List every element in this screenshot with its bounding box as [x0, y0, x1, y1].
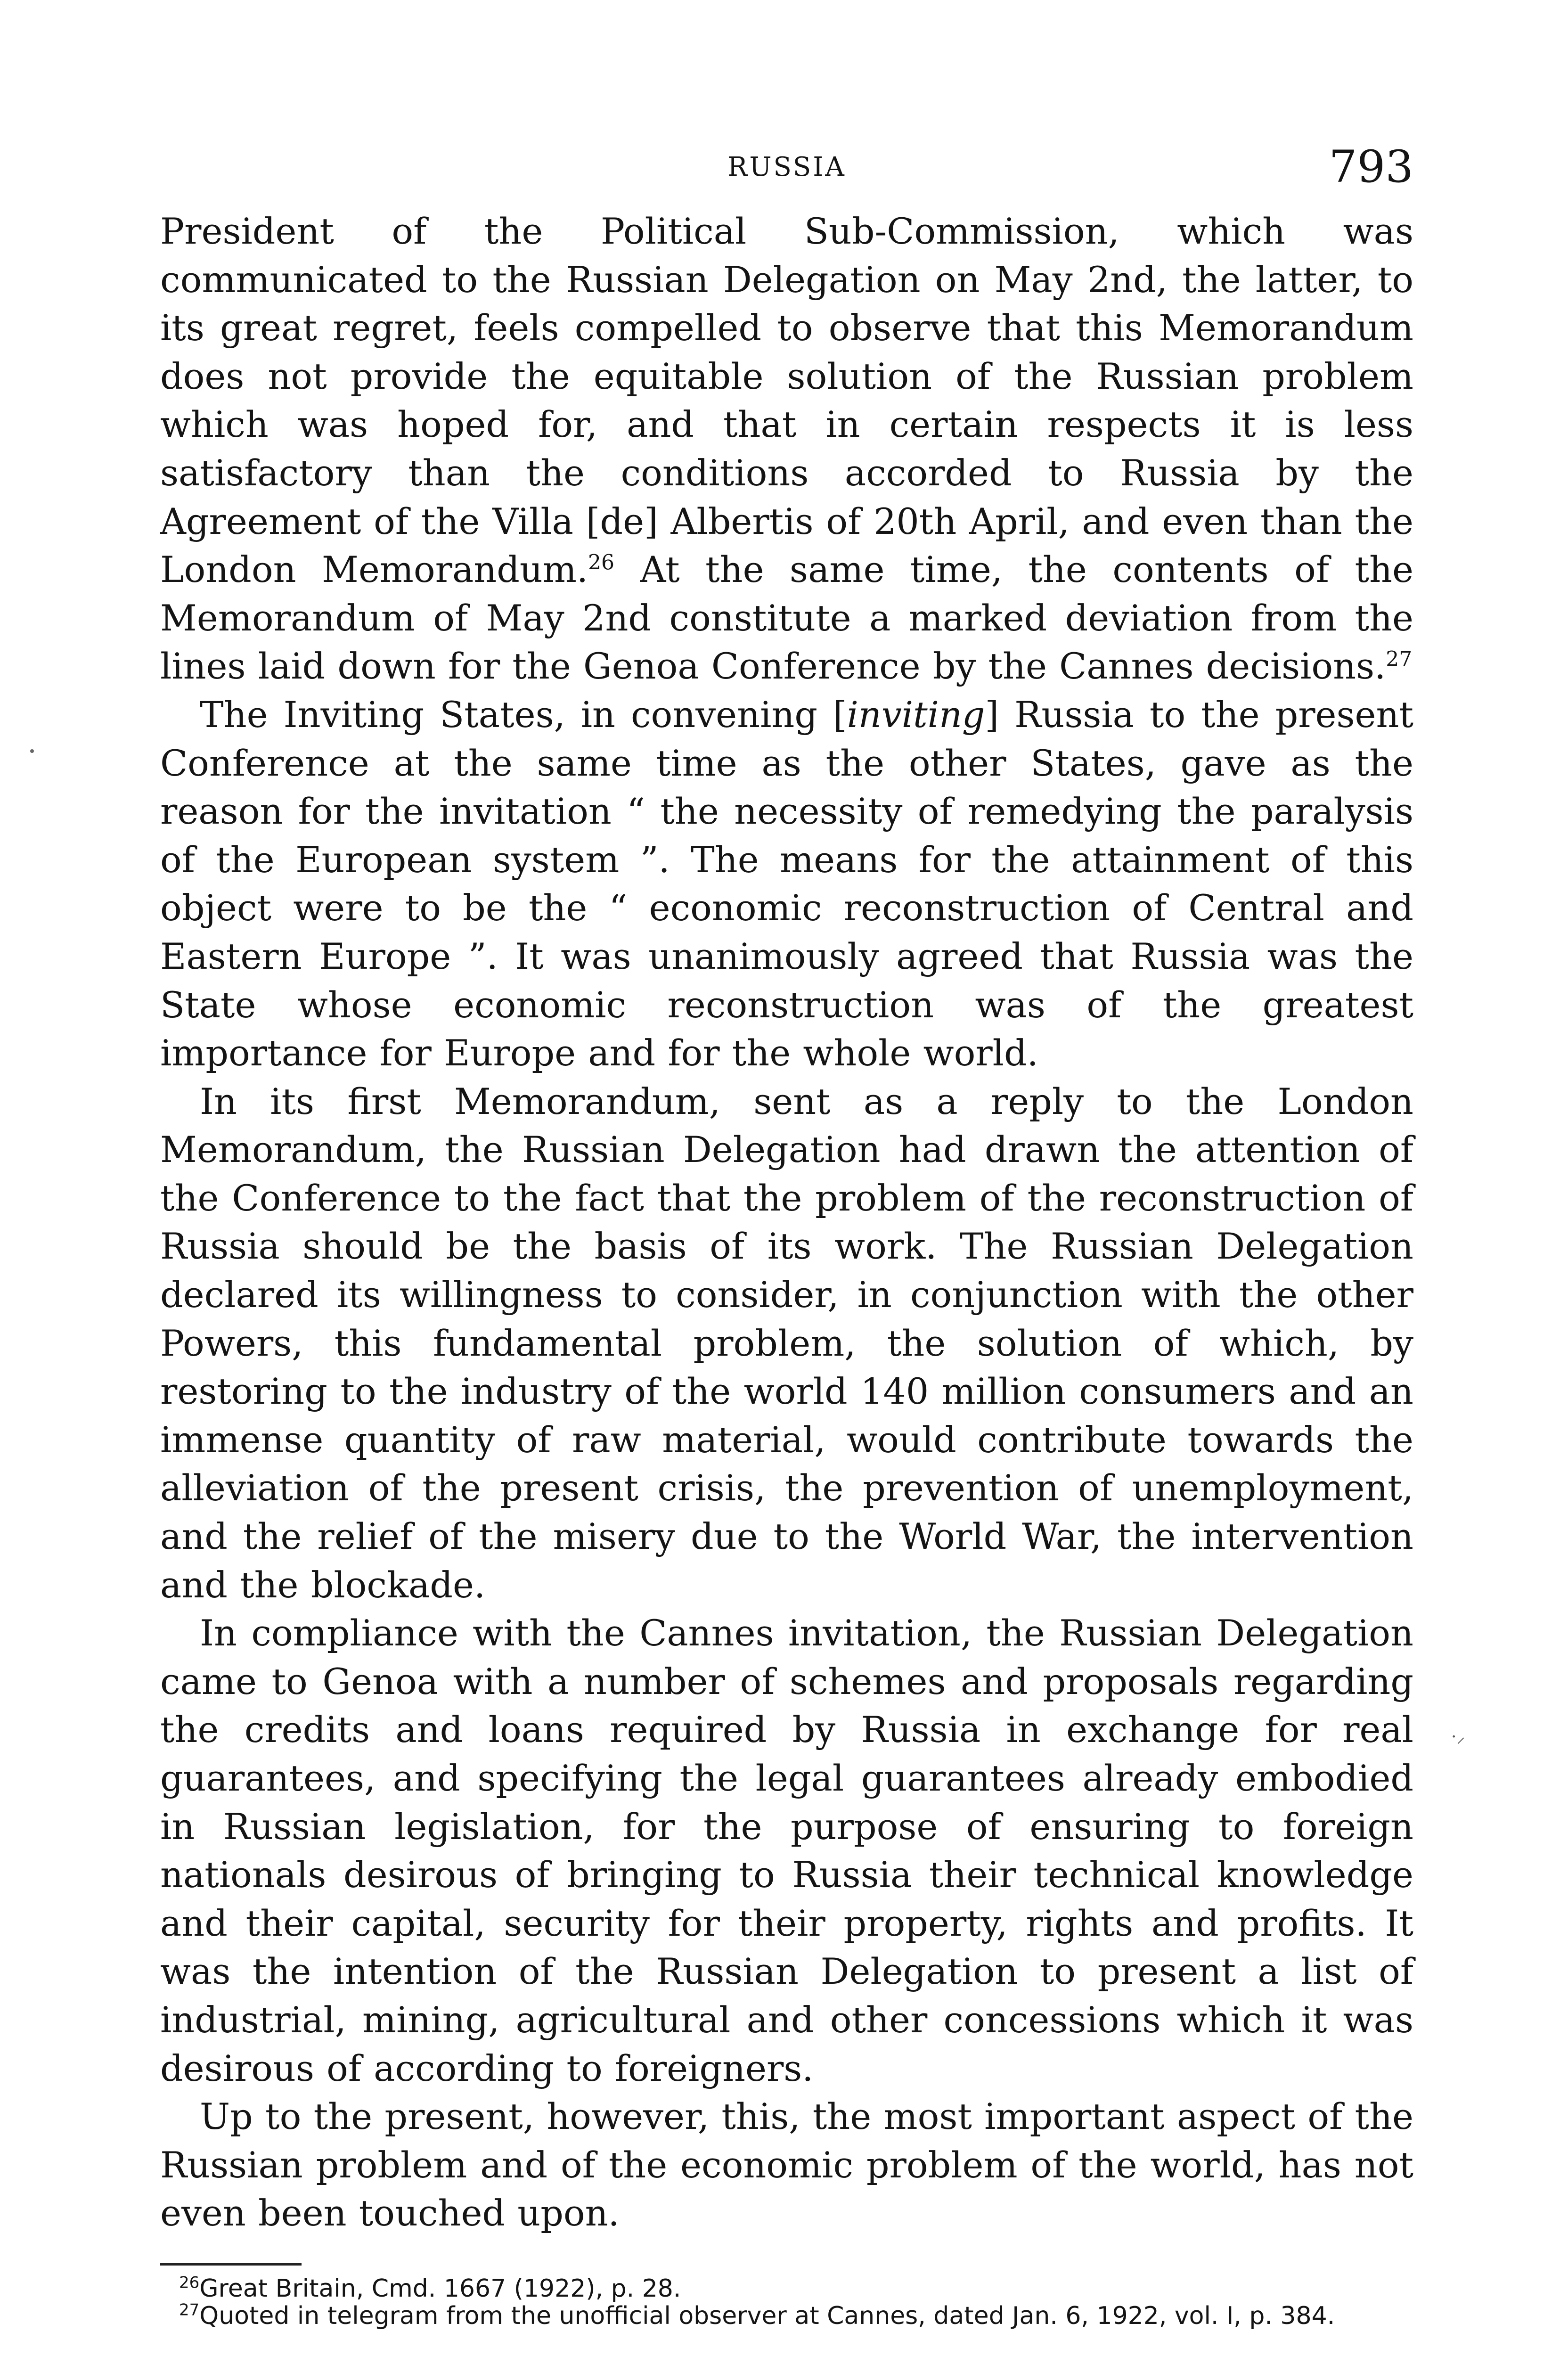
footnote-26-mark: 26 — [179, 2273, 200, 2292]
paragraph-1-text-b: At the same time, the contents of the Memorandum of May 2nd constitute a marked deviation from the lines laid down for the Genoa Conference by the Cannes decisions. — [160, 548, 1413, 687]
footnote-27 — [160, 2302, 1413, 2330]
paragraph-5: Up to the present, however, this, the most important aspect of the Russian problem and of the economic problem of the world, has not even been touched upon. — [160, 2095, 1413, 2234]
page-number: 793 — [1329, 141, 1413, 193]
body-text — [160, 207, 1413, 2238]
paragraph-2-text-b: ] Russia to the present Conference at the same time as the other States, gave as the reason for the invitation “ the necessity of remedying the paralysis of the European system ”. The means for the attainment of this object were to be the “ economic reconstruction of Central and Eastern Europe ”. It was unanimously agreed that Russia was the State whose economic reconstruction was of the greatest importance for Europe and for the whole world. — [160, 693, 1414, 1074]
footnote-27-text: Quoted in telegram from the unofficial observer at Cannes, dated Jan. 6, 1922, vol. I, p. 384. — [199, 2301, 1335, 2330]
footnote-ref-26: 26 — [588, 550, 615, 575]
footnote-ref-27: 27 — [1386, 647, 1413, 672]
margin-speck — [30, 749, 34, 753]
margin-pencil-mark: ·⸝ — [1451, 1727, 1465, 1747]
paragraph-4: In compliance with the Cannes invitation, the Russian Delegation came to Genoa with a number of schemes and proposals regarding the credits and loans required by Russia in exchange for real guarantees, and specifying the legal guarantees already embodied in Russian legislation, for the purpose of ensuring to foreign nationals desirous of bringing to Russia their technical knowledge and their capital, security for their property, rights and profits. It was the intention of the Russian Delegation to present a list of industrial, mining, agricultural and other concessions which it was desirous of according to foreigners. — [160, 1612, 1413, 2089]
running-title: RUSSIA — [727, 152, 846, 182]
footnotes — [160, 2275, 1413, 2330]
book-page — [160, 141, 1413, 2330]
footnote-26-text: Great Britain, Cmd. 1667 (1922), p. 28. — [199, 2274, 681, 2303]
paragraph-2 — [160, 691, 1413, 1078]
paragraph-2-italic: inviting — [847, 693, 985, 736]
paragraph-1-text-a: President of the Political Sub-Commission, which was communicated to the Russian Delegation on May 2nd, the latter, to its great regret, feels compelled to observe that this Memorandum does not provide the equitable solution of the Russian problem which was hoped for, and that in certain respects it is less satisfactory than the conditions accorded to Russia by the Agreement of the Villa [de] Albertis of 20th April, and even than the London Memorandum. — [160, 210, 1413, 591]
footnote-26 — [160, 2275, 1413, 2302]
footnote-rule — [160, 2263, 302, 2266]
paragraph-3: In its first Memorandum, sent as a reply to the London Memorandum, the Russian Delegation had drawn the attention of the Conference to the fact that the problem of the reconstruction of Russia should be the basis of its work. The Russian Delegation declared its willingness to consider, in conjunction with the other Powers, this fundamental problem, the solution of which, by restoring to the industry of the world 140 million consumers and an immense quantity of raw material, would contribute towards the alleviation of the present crisis, the prevention of unemployment, and the relief of the misery due to the World War, the intervention and the blockade. — [160, 1080, 1413, 1606]
paragraph-1 — [160, 207, 1413, 691]
footnote-27-mark: 27 — [179, 2300, 200, 2320]
running-head — [160, 141, 1413, 207]
paragraph-2-text-a: The Inviting States, in convening [ — [200, 693, 847, 736]
